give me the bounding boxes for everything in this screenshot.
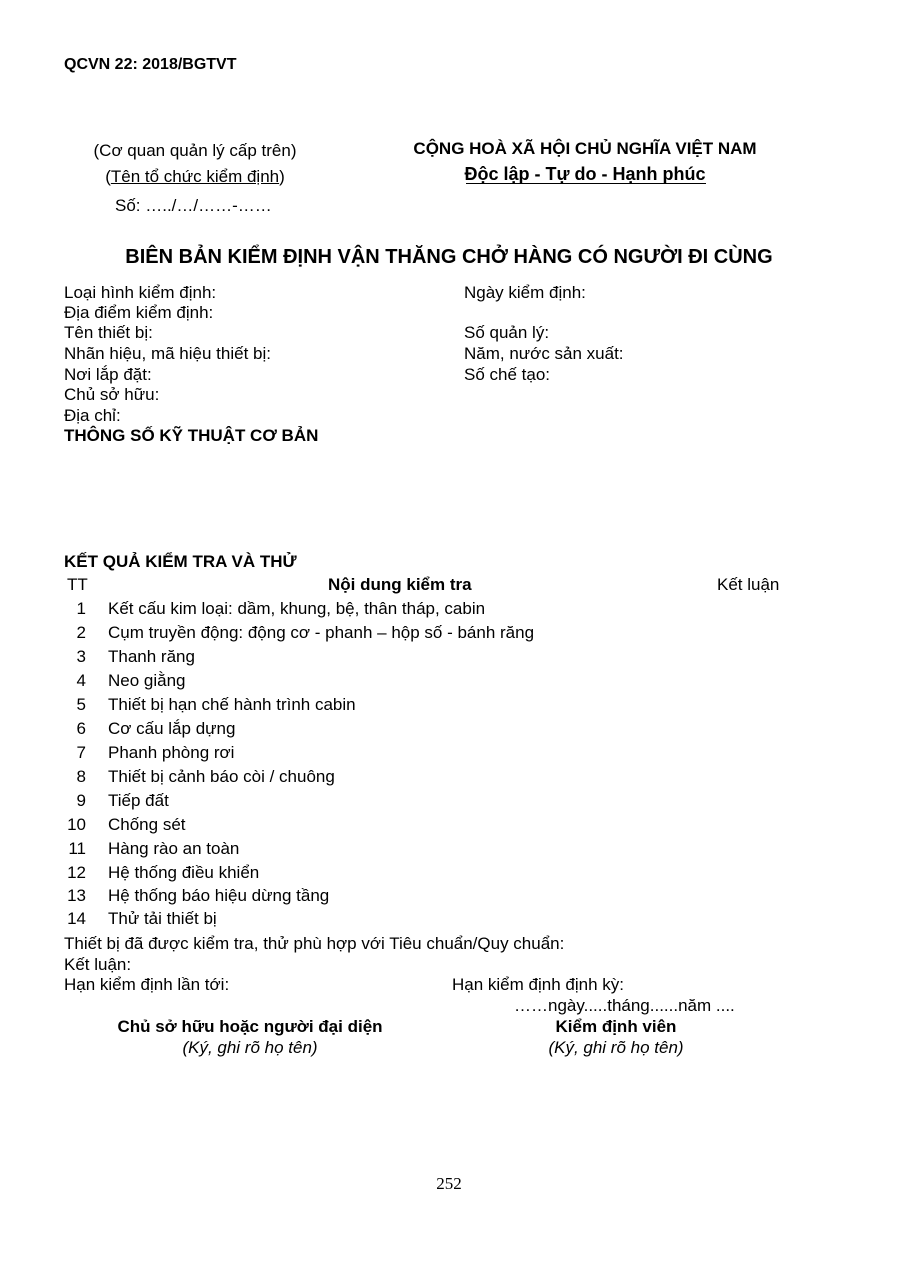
inspector-signature-block	[466, 1016, 766, 1058]
field-brand-model: Nhãn hiệu, mã hiệu thiết bị:	[64, 344, 271, 363]
row-number: 1	[76, 599, 86, 618]
row-text: Phanh phòng rơi	[108, 743, 235, 762]
row-text: Hệ thống điều khiển	[108, 863, 260, 882]
organization-name: Tên tổ chức kiểm định	[110, 167, 280, 186]
row-number: 4	[76, 671, 86, 690]
row-text: Cơ cấu lắp dựng	[108, 719, 236, 738]
row-number: 14	[67, 909, 86, 928]
field-management-number: Số quản lý:	[464, 323, 550, 342]
row-text: Chống sét	[108, 815, 186, 834]
row-text: Hệ thống báo hiệu dừng tầng	[108, 886, 330, 905]
field-serial-number: Số chế tạo:	[464, 365, 551, 384]
inspector-signature-title: Kiểm định viên	[555, 1017, 677, 1036]
column-header-conclusion: Kết luận	[717, 575, 780, 594]
org-paren-open: (	[105, 167, 111, 186]
row-number: 13	[67, 886, 86, 905]
row-text: Tiếp đất	[108, 791, 169, 810]
row-number: 5	[76, 695, 86, 714]
row-number: 11	[68, 839, 86, 858]
nation-title: CỘNG HOÀ XÃ HỘI CHỦ NGHĨA VIỆT NAM	[413, 139, 757, 158]
row-number: 12	[67, 863, 86, 882]
field-address: Địa chỉ:	[64, 406, 121, 425]
row-number: 6	[76, 719, 86, 738]
field-installation-place: Nơi lắp đặt:	[64, 365, 152, 384]
specs-heading: THÔNG SỐ KỸ THUẬT CƠ BẢN	[64, 426, 319, 445]
document-number: Số: …../…/……-……	[115, 196, 272, 215]
conclusion-field: Kết luận:	[64, 955, 132, 974]
row-text: Cụm truyền động: động cơ - phanh – hộp số - bánh răng	[108, 623, 535, 642]
field-inspection-location: Địa điểm kiểm định:	[64, 303, 214, 322]
column-header-tt: TT	[67, 575, 88, 594]
row-text: Neo giằng	[108, 671, 186, 690]
national-motto: Độc lập - Tự do - Hạnh phúc	[464, 164, 706, 184]
field-inspection-type: Loại hình kiểm định:	[64, 283, 217, 302]
field-owner: Chủ sở hữu:	[64, 385, 160, 404]
row-number: 7	[76, 743, 86, 762]
owner-signature-block	[100, 1016, 400, 1058]
next-inspection-field: Hạn kiểm định lần tới:	[64, 975, 230, 994]
row-number: 9	[76, 791, 86, 810]
periodic-inspection-field: Hạn kiểm định định kỳ:	[452, 975, 624, 994]
row-text: Hàng rào an toàn	[108, 839, 240, 858]
compliance-statement: Thiết bị đã được kiểm tra, thử phù hợp với Tiêu chuẩn/Quy chuẩn:	[64, 934, 565, 953]
org-paren-close: )	[279, 167, 285, 186]
field-year-country: Năm, nước sản xuất:	[464, 344, 624, 363]
superior-agency-line: (Cơ quan quản lý cấp trên)	[93, 141, 297, 160]
row-number: 10	[67, 815, 86, 834]
row-number: 8	[76, 767, 86, 786]
owner-signature-title: Chủ sở hữu hoặc người đại diện	[117, 1017, 383, 1036]
row-text: Thanh răng	[108, 647, 195, 666]
row-text: Kết cấu kim loại: dầm, khung, bệ, thân tháp, cabin	[108, 599, 486, 618]
agency-block	[60, 138, 330, 190]
inspector-signature-note: (Ký, ghi rõ họ tên)	[548, 1038, 684, 1057]
field-equipment-name: Tên thiết bị:	[64, 323, 153, 342]
document-code: QCVN 22: 2018/BGTVT	[64, 56, 237, 73]
document-title: BIÊN BẢN KIỂM ĐỊNH VẬN THĂNG CHỞ HÀNG CÓ NGƯỜI ĐI CÙNG	[125, 246, 773, 268]
organization-line	[60, 164, 330, 190]
row-number: 2	[76, 623, 86, 642]
row-text: Thiết bị cảnh báo còi / chuông	[108, 767, 335, 786]
column-header-content: Nội dung kiểm tra	[328, 575, 472, 594]
results-heading: KẾT QUẢ KIỂM TRA VÀ THỬ	[64, 552, 297, 571]
field-inspection-date: Ngày kiểm định:	[464, 283, 586, 302]
motto-underline	[466, 183, 706, 184]
row-text: Thử tải thiết bị	[108, 909, 217, 928]
row-number: 3	[76, 647, 86, 666]
owner-signature-note: (Ký, ghi rõ họ tên)	[182, 1038, 318, 1057]
page-number: 252	[436, 1174, 462, 1193]
national-header	[370, 137, 800, 187]
row-text: Thiết bị hạn chế hành trình cabin	[108, 695, 356, 714]
signing-date: ……ngày.....tháng......năm ....	[514, 996, 735, 1015]
